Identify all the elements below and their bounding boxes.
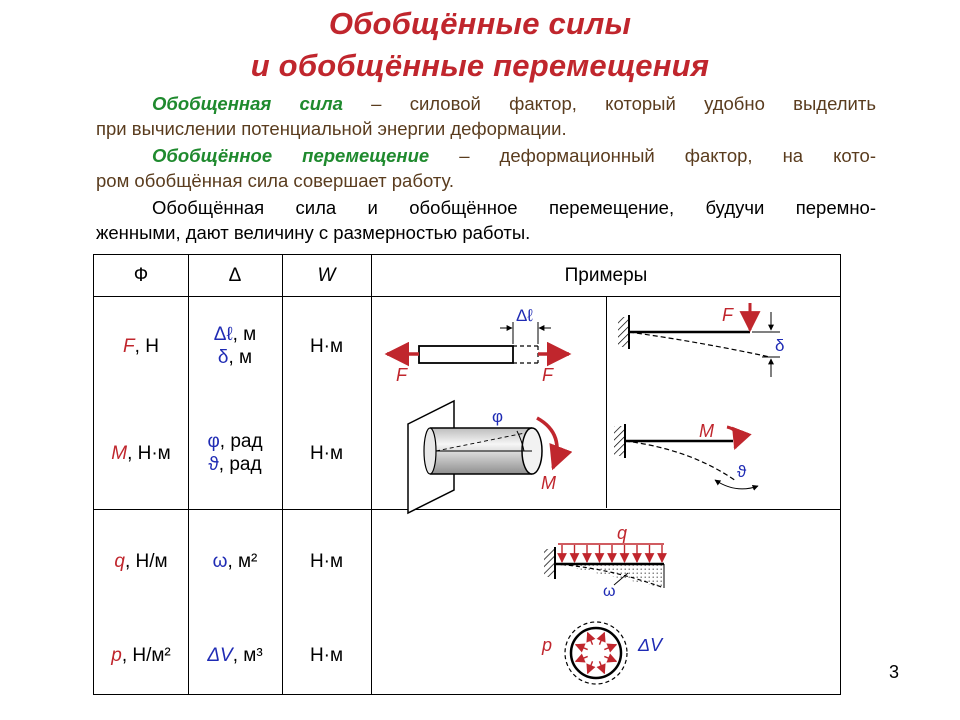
p3-rest: женными, дают величину с размерностью работы. <box>96 222 531 243</box>
row3-force: q, Н/м <box>114 551 168 572</box>
support-wall <box>544 549 554 577</box>
cantilever-force-figure <box>618 303 784 377</box>
p1-first-line: – силовой фактор, который удобно выделить <box>342 93 876 114</box>
title-line-2: и обобщённые перемещения <box>250 48 710 83</box>
row2-force: M, Н·м <box>111 443 171 464</box>
header-phi: Ф <box>133 265 149 286</box>
label-m: M <box>541 473 556 493</box>
rod <box>419 346 513 363</box>
label-m: M <box>699 421 714 441</box>
p1-rest: при вычислении потенциальной энергии деформации. <box>96 118 567 139</box>
ring <box>571 628 621 678</box>
label-f-left: F <box>396 365 407 385</box>
label-delta-l: Δℓ <box>516 306 533 325</box>
header-work: W <box>317 265 336 286</box>
label-f: F <box>722 305 733 325</box>
row4-displacement: ΔV, м³ <box>207 645 263 666</box>
label-theta: ϑ <box>737 462 747 481</box>
support-wall <box>618 317 628 347</box>
row1-displacement: Δℓ, м δ, м <box>213 324 257 368</box>
label-p: p <box>542 635 553 655</box>
term-generalized-displacement: Обобщённое перемещение <box>152 145 430 166</box>
deflected-beam <box>629 332 770 357</box>
header-delta: Δ <box>228 265 242 286</box>
p3-first-line: Обобщённая сила и обобщённое перемещение, будучи перемно- <box>152 197 876 218</box>
row4-work: Н·м <box>309 645 344 666</box>
tension-rod-figure <box>387 306 569 385</box>
p2-first-line: – деформационный фактор, на кото- <box>429 145 877 166</box>
slide-number: 3 <box>889 662 900 682</box>
row1-work: Н·м <box>309 336 344 357</box>
cantilever-moment-figure <box>614 421 758 489</box>
shaft-back-end <box>424 428 436 474</box>
row3-displacement: ω, м² <box>212 551 258 572</box>
row4-force: p, Н/м² <box>111 645 171 666</box>
row1-force: F, Н <box>123 336 159 357</box>
shaft-torsion-figure <box>408 401 557 513</box>
support-wall <box>614 426 624 456</box>
rotation-arc <box>715 480 758 489</box>
row2-work: Н·м <box>309 443 344 464</box>
header-examples: Примеры <box>564 265 648 286</box>
label-f-right: F <box>542 365 553 385</box>
title-line-1: Обобщённые силы <box>328 6 632 41</box>
term-generalized-force: Обобщенная сила <box>152 93 343 114</box>
p2-rest: ром обобщённая сила совершает работу. <box>96 170 455 191</box>
row2-displacement: φ, рад ϑ, рад <box>207 431 263 475</box>
label-q: q <box>617 523 628 543</box>
row3-work: Н·м <box>309 551 344 572</box>
label-delta: δ <box>775 336 785 355</box>
moment-arrow <box>727 427 737 448</box>
label-delta-v: ΔV <box>638 635 663 655</box>
deflected-beam <box>625 441 736 481</box>
pressure-ring-figure <box>541 622 664 684</box>
label-omega: ω <box>603 583 616 600</box>
distributed-load-figure <box>544 523 664 600</box>
label-phi: φ <box>492 407 504 426</box>
load-arrows <box>562 545 662 562</box>
rod-elongation <box>513 346 538 363</box>
